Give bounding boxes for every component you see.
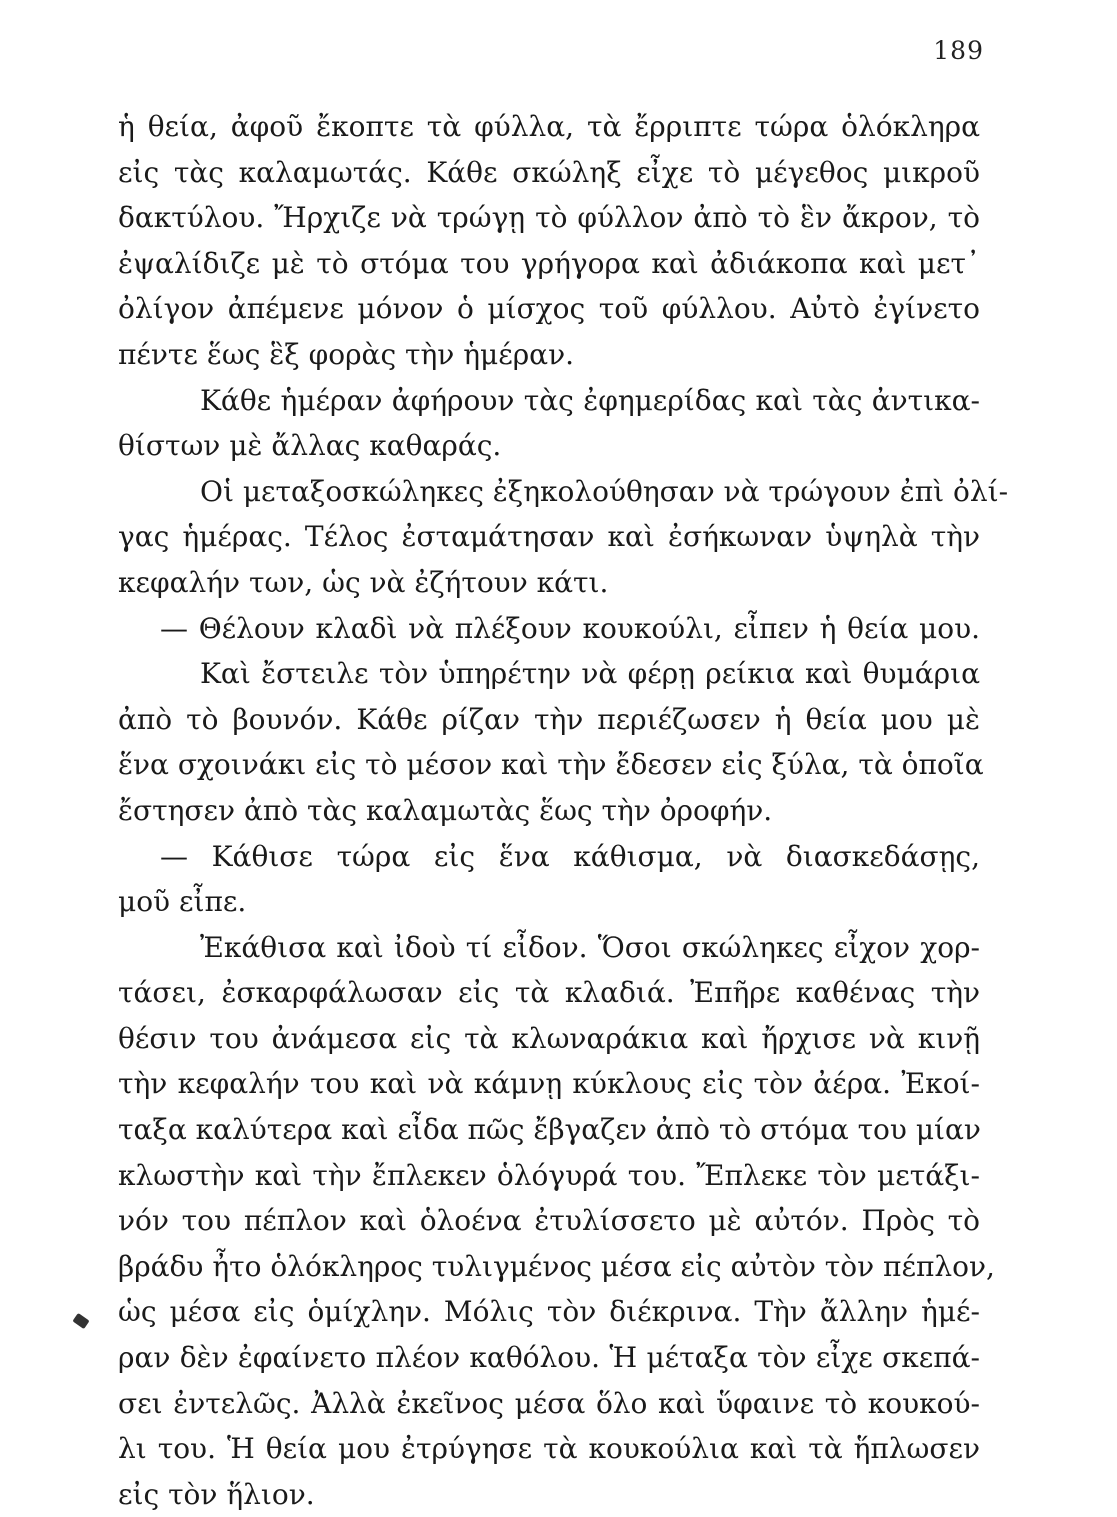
text-line: κλωστὴν καὶ τὴν ἔπλεκεν ὁλόγυρά του. Ἔπλεκε τὸν μετάξι- <box>118 1158 980 1192</box>
text-line: Κάθε ἡμέραν ἀφήρουν τὰς ἐφημερίδας καὶ τὰς ἀντικα- <box>200 383 980 417</box>
text-line: εἰς τὸν ἥλιον. <box>118 1477 315 1511</box>
text-line: νόν του πέπλον καὶ ὁλοένα ἐτυλίσσετο μὲ αὐτόν. Πρὸς τὸ <box>118 1204 980 1238</box>
ink-mark <box>72 1313 89 1329</box>
text-line: ὀλίγον ἀπέμενε μόνον ὁ μίσχος τοῦ φύλλου. Αὐτὸ ἐγίνετο <box>118 292 980 326</box>
text-line: — Θέλουν κλαδὶ νὰ πλέξουν κουκούλι, εἶπεν ἡ θεία μου. <box>160 611 980 645</box>
text-line: γας ἡμέρας. Τέλος ἐσταμάτησαν καὶ ἐσήκωναν ὑψηλὰ τὴν <box>118 520 980 554</box>
text-line: ἐψαλίδιζε μὲ τὸ στόμα του γρήγορα καὶ ἀδιάκοπα καὶ μετ᾿ <box>118 246 980 280</box>
text-line: Καὶ ἔστειλε τὸν ὑπηρέτην νὰ φέρῃ ρείκια καὶ θυμάρια <box>200 657 980 691</box>
text-line: μοῦ εἶπε. <box>118 885 247 919</box>
text-line: πέντε ἕως ἓξ φορὰς τὴν ἡμέραν. <box>118 337 574 371</box>
text-line: τὴν κεφαλήν του καὶ νὰ κάμνῃ κύκλους εἰς τὸν ἀέρα. Ἐκοί- <box>118 1067 980 1101</box>
text-line: θέσιν του ἀνάμεσα εἰς τὰ κλωναράκια καὶ ἤρχισε νὰ κινῇ <box>118 1021 980 1055</box>
page-number: 189 <box>933 36 984 65</box>
text-line: ὡς μέσα εἰς ὁμίχλην. Μόλις τὸν διέκρινα. Τὴν ἄλλην ἡμέ- <box>118 1295 980 1329</box>
text-line: δακτύλου. Ἤρχιζε νὰ τρώγῃ τὸ φύλλον ἀπὸ τὸ ἓν ἄκρον, τὸ <box>118 201 980 235</box>
text-line: ταξα καλύτερα καὶ εἶδα πῶς ἔβγαζεν ἀπὸ τὸ στόμα του μίαν <box>118 1113 981 1147</box>
text-line: ἀπὸ τὸ βουνόν. Κάθε ρίζαν τὴν περιέζωσεν ἡ θεία μου μὲ <box>118 702 980 736</box>
body-text <box>118 104 1009 1517</box>
text-line: θίστων μὲ ἄλλας καθαράς. <box>118 429 502 463</box>
text-line: λι του. Ἡ θεία μου ἐτρύγησε τὰ κουκούλια καὶ τὰ ἥπλωσεν <box>118 1432 980 1466</box>
text-line: βράδυ ἦτο ὁλόκληρος τυλιγμένος μέσα εἰς αὐτὸν τὸν πέπλον, <box>118 1249 995 1283</box>
text-line: ἔστησεν ἀπὸ τὰς καλαμωτὰς ἕως τὴν ὀροφήν. <box>118 793 773 827</box>
text-line: τάσει, ἐσκαρφάλωσαν εἰς τὰ κλαδιά. Ἐπῆρε καθένας τὴν <box>118 976 980 1010</box>
text-line: κεφαλήν των, ὡς νὰ ἐζήτουν κάτι. <box>118 565 609 599</box>
text-line: εἰς τὰς καλαμωτάς. Κάθε σκώληξ εἶχε τὸ μέγεθος μικροῦ <box>118 155 980 189</box>
text-line: Οἱ μεταξοσκώληκες ἐξηκολούθησαν νὰ τρώγουν ἐπὶ ὀλί- <box>200 474 1009 508</box>
text-line: ἕνα σχοινάκι εἰς τὸ μέσον καὶ τὴν ἔδεσεν εἰς ξύλα, τὰ ὁποῖα <box>118 748 984 782</box>
text-line: ραν δὲν ἐφαίνετο πλέον καθόλου. Ἡ μέταξα τὸν εἶχε σκεπά- <box>118 1341 980 1375</box>
text-line: σει ἐντελῶς. Ἀλλὰ ἐκεῖνος μέσα ὅλο καὶ ὕφαινε τὸ κουκού- <box>118 1386 980 1420</box>
text-line: ἡ θεία, ἀφοῦ ἔκοπτε τὰ φύλλα, τὰ ἔρριπτε τώρα ὁλόκληρα <box>118 110 980 143</box>
text-line: Ἐκάθισα καὶ ἰδοὺ τί εἶδον. Ὅσοι σκώληκες εἶχον χορ- <box>200 930 980 964</box>
text-line: — Κάθισε τώρα εἰς ἕνα κάθισμα, νὰ διασκεδάσῃς, <box>160 839 980 873</box>
